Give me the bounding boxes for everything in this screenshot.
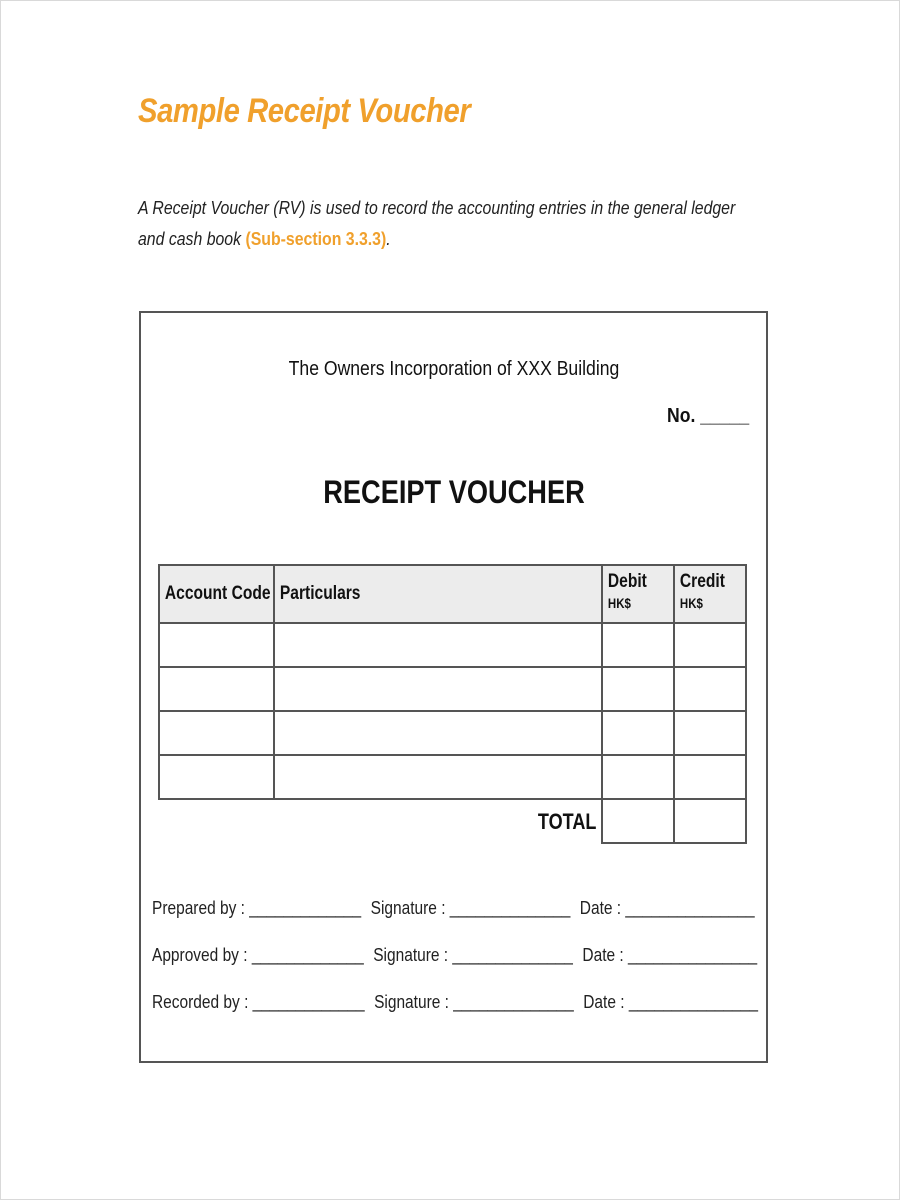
total-debit-cell[interactable] [602, 799, 674, 843]
approved-by-field: Approved by : _____________ [152, 945, 364, 965]
intro-paragraph [138, 193, 754, 255]
intro-end: . [386, 229, 391, 249]
total-row [159, 799, 746, 843]
account-code-cell[interactable] [159, 755, 274, 799]
account-code-cell[interactable] [159, 667, 274, 711]
debit-cell[interactable] [602, 623, 674, 667]
debit-label: Debit [607, 571, 647, 592]
voucher-number-field: No. _____ [667, 405, 750, 427]
recorded-signature-field: Signature : ______________ [374, 992, 574, 1012]
document-title: Sample Receipt Voucher [138, 92, 471, 130]
prepared-date-field: Date : _______________ [579, 898, 755, 918]
debit-cell[interactable] [602, 755, 674, 799]
prepared-signature-field: Signature : ______________ [370, 898, 571, 918]
credit-label: Credit [679, 571, 725, 592]
subsection-reference: (Sub-section 3.3.3) [245, 229, 387, 249]
voucher-heading: RECEIPT VOUCHER [323, 474, 585, 510]
credit-unit: HK$ [679, 595, 703, 611]
credit-cell[interactable] [674, 667, 746, 711]
signature-section [152, 898, 772, 1039]
prepared-by-field: Prepared by : _____________ [152, 898, 362, 918]
intro-text: A Receipt Voucher (RV) is used to record the accounting entries in the general ledger and cash book [138, 198, 736, 249]
table-row [159, 667, 746, 711]
credit-cell[interactable] [674, 623, 746, 667]
particulars-cell[interactable] [274, 667, 602, 711]
table-header-row [159, 565, 746, 623]
particulars-cell[interactable] [274, 755, 602, 799]
organization-name: The Owners Incorporation of XXX Building [288, 358, 620, 380]
approved-signature-field: Signature : ______________ [373, 945, 573, 965]
header-account-code: Account Code [159, 565, 274, 623]
recorded-date-field: Date : _______________ [583, 992, 758, 1012]
recorded-by-row [152, 992, 758, 1039]
credit-cell[interactable] [674, 711, 746, 755]
debit-cell[interactable] [602, 711, 674, 755]
credit-cell[interactable] [674, 755, 746, 799]
total-label: TOTAL [537, 808, 597, 834]
particulars-cell[interactable] [274, 711, 602, 755]
header-debit [602, 565, 674, 623]
header-particulars: Particulars [274, 565, 602, 623]
voucher-entries-table [158, 564, 747, 844]
particulars-cell[interactable] [274, 623, 602, 667]
account-code-cell[interactable] [159, 623, 274, 667]
recorded-by-field: Recorded by : _____________ [152, 992, 365, 1012]
total-credit-cell[interactable] [674, 799, 746, 843]
approved-by-row [152, 945, 758, 992]
debit-unit: HK$ [607, 595, 631, 611]
table-row [159, 755, 746, 799]
header-credit [674, 565, 746, 623]
approved-date-field: Date : _______________ [582, 945, 758, 965]
debit-cell[interactable] [602, 667, 674, 711]
prepared-by-row [152, 898, 755, 945]
table-row [159, 623, 746, 667]
table-row [159, 711, 746, 755]
account-code-cell[interactable] [159, 711, 274, 755]
